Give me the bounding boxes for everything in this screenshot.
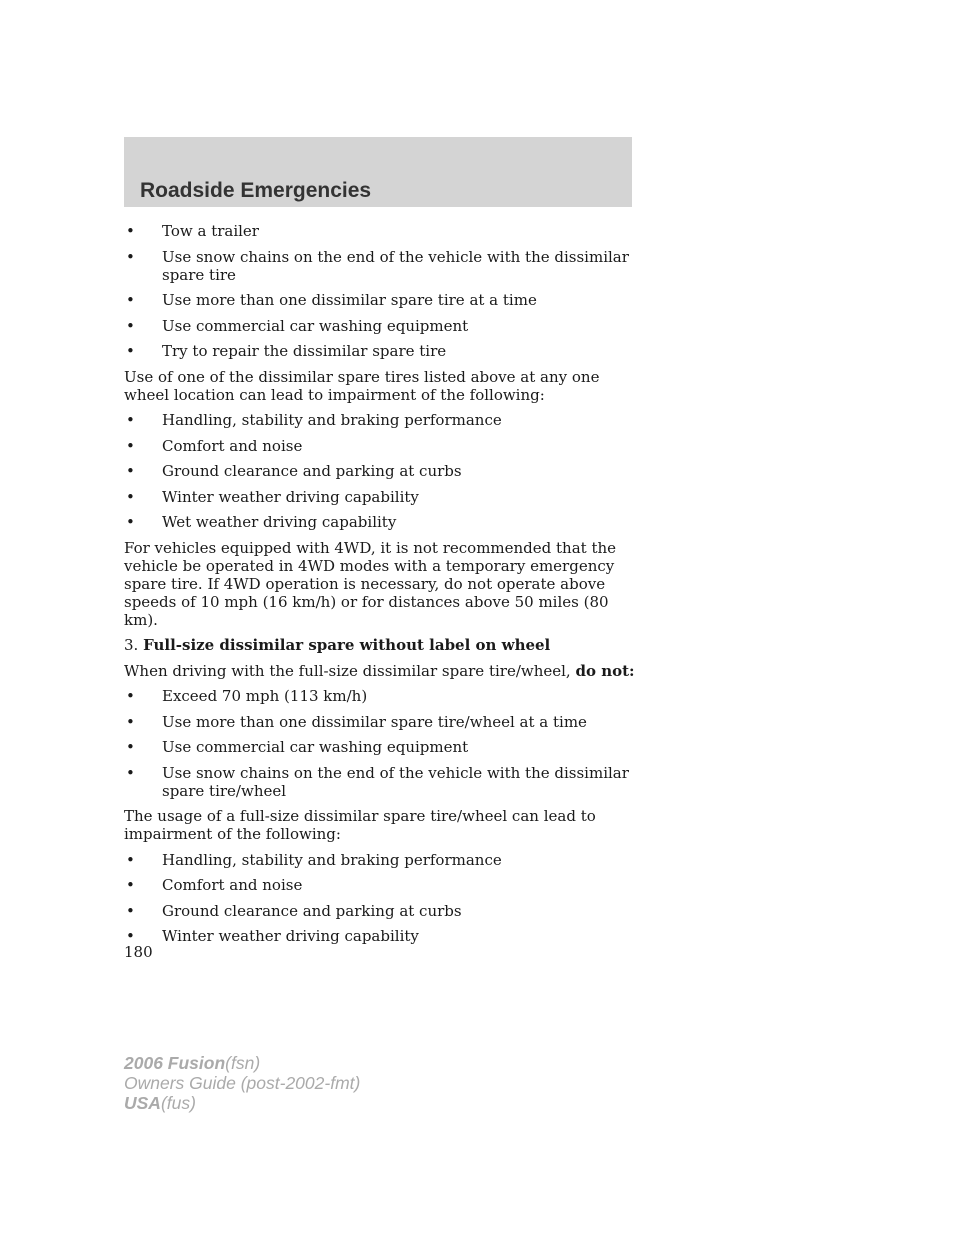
- bullet-icon: •: [126, 927, 135, 945]
- bullet-icon: •: [126, 850, 135, 869]
- bullet-icon: •: [126, 712, 135, 731]
- footer-document-info: [124, 1053, 360, 1113]
- footer-line-market: USA(fus): [124, 1093, 196, 1113]
- list-item: • Use commercial car washing equipment: [126, 738, 469, 756]
- list-item: • Comfort and noise: [126, 436, 303, 455]
- list-item: • Use snow chains on the end of the vehicle with the dissimilar spare tire/wheel: [126, 763, 629, 800]
- list-item: • Exceed 70 mph (113 km/h): [126, 687, 368, 705]
- bullet-icon: •: [126, 876, 135, 894]
- list-item: • Use more than one dissimilar spare tire/wheel at a time: [126, 712, 587, 731]
- bullet-icon: •: [126, 462, 135, 480]
- subheading-number: 3.: [124, 636, 139, 654]
- bullet-list-restrictions: [124, 222, 636, 360]
- list-item: • Handling, stability and braking performance: [126, 850, 502, 869]
- bullet-icon: •: [126, 901, 135, 920]
- section-header-band: [124, 137, 632, 207]
- bullet-icon: •: [126, 316, 135, 335]
- paragraph-4wd: For vehicles equipped with 4WD, it is not recommended that the vehicle be operated in 4WD modes with a temporary emergency spare tire. If 4WD operation is necessary, do not operate above speeds of 10 mph (16 km/h) or for distances above 50 miles (80 km).: [124, 538, 617, 629]
- section-title: Roadside Emergencies: [140, 179, 372, 202]
- list-item: • Use more than one dissimilar spare tire at a time: [126, 291, 537, 309]
- list-item: • Tow a trailer: [126, 222, 259, 240]
- footer-line-guide: Owners Guide (post-2002-fmt): [124, 1073, 361, 1093]
- bullet-icon: •: [126, 222, 135, 240]
- bullet-icon: •: [126, 436, 135, 455]
- bullet-icon: •: [126, 738, 135, 756]
- bullet-icon: •: [126, 687, 135, 705]
- paragraph-do-not: When driving with the full-size dissimilar spare tire/wheel, do not:: [124, 661, 635, 680]
- list-item: • Use snow chains on the end of the vehicle with the dissimilar spare tire: [126, 247, 629, 284]
- bullet-icon: •: [126, 411, 135, 429]
- page-number: 180: [124, 943, 153, 961]
- list-item: • Wet weather driving capability: [126, 513, 397, 531]
- list-item: • Handling, stability and braking performance: [126, 411, 502, 429]
- list-item: • Try to repair the dissimilar spare tire: [126, 342, 447, 360]
- bullet-icon: •: [126, 763, 135, 782]
- emphasis-do-not: do not:: [575, 661, 635, 680]
- paragraph-impairment: Use of one of the dissimilar spare tires listed above at any one wheel location can lead to impairment of the following:: [124, 367, 600, 404]
- subheading-full-size-spare: [124, 636, 636, 654]
- list-item: • Winter weather driving capability: [126, 487, 419, 506]
- bullet-list-do-not: [124, 687, 636, 800]
- bullet-icon: •: [126, 513, 135, 531]
- list-item: • Ground clearance and parking at curbs: [126, 462, 462, 480]
- footer-line-model: 2006 Fusion(fsn): [124, 1053, 261, 1073]
- list-item: • Use commercial car washing equipment: [126, 316, 469, 335]
- page-content: [124, 222, 636, 953]
- bullet-icon: •: [126, 291, 135, 309]
- bullet-list-impairment: [124, 411, 636, 531]
- bullet-list-usage-impairment: [124, 851, 636, 946]
- bullet-icon: •: [126, 342, 135, 360]
- bullet-icon: •: [126, 247, 135, 266]
- list-item: • Comfort and noise: [126, 876, 303, 894]
- bullet-icon: •: [126, 487, 135, 506]
- subheading-text: Full-size dissimilar spare without label on wheel: [143, 636, 551, 654]
- paragraph-usage: The usage of a full-size dissimilar spare tire/wheel can lead to impairment of the following:: [124, 807, 596, 843]
- list-item: • Ground clearance and parking at curbs: [126, 901, 462, 920]
- list-item: • Winter weather driving capability: [126, 927, 419, 945]
